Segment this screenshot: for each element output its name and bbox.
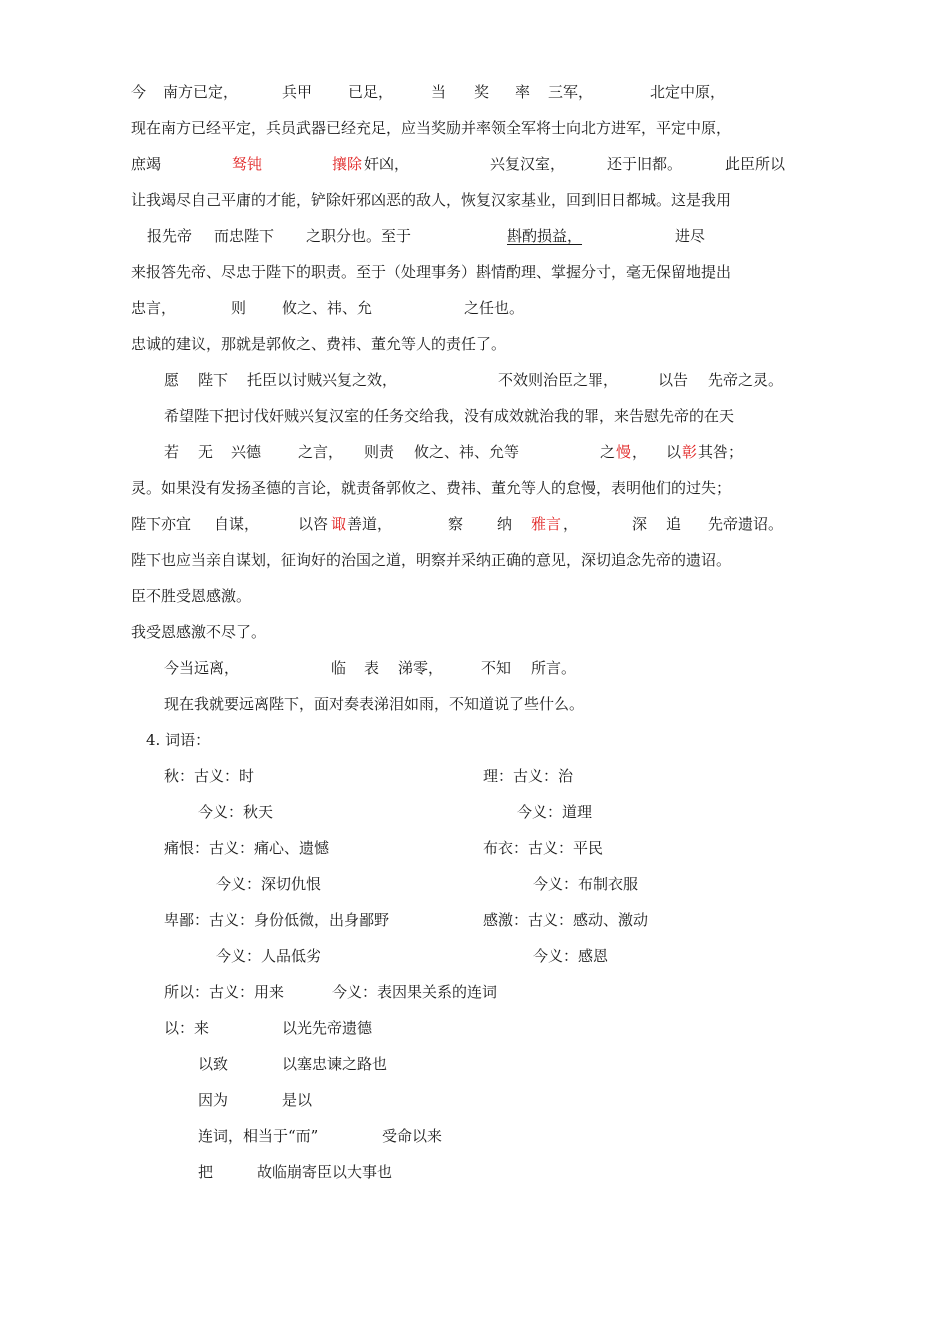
original-text: 当 (431, 83, 447, 101)
usage-meaning: 以：来 (164, 1019, 210, 1037)
original-text: 而忠陛下 (214, 227, 275, 245)
original-text: 率 (515, 83, 531, 101)
original-text: 庶竭 (131, 155, 162, 173)
original-text: 追 (666, 515, 682, 533)
highlighted-word: 雅言 (531, 515, 562, 533)
original-text: 兵甲 (282, 83, 313, 101)
translation-line-6: 灵。如果没有发扬圣德的言论，就责备郭攸之、费祎、董允等人的怠慢，表明他们的过失； (131, 479, 732, 497)
translation-line-4: 忠诚的建议，那就是郭攸之、费祎、董允等人的责任了。 (131, 335, 507, 353)
original-text: 无 (198, 443, 214, 461)
passage-line-8: 臣不胜受恩感激。 (131, 587, 252, 605)
original-text: 纳 (497, 515, 513, 533)
original-text: 今当远离， (164, 659, 240, 677)
original-text: 以 (666, 443, 682, 461)
original-text: 之 (600, 443, 616, 461)
original-text: 先帝遗诏。 (708, 515, 784, 533)
original-text: 涕零， (398, 659, 444, 677)
original-text: 则 (231, 299, 247, 317)
usage-example: 是以 (282, 1091, 313, 1109)
original-text: 攸之、祎、允 (282, 299, 373, 317)
original-text: 表 (364, 659, 380, 677)
vocab-modern-meaning: 今义：感恩 (533, 947, 609, 965)
usage-meaning: 把 (198, 1163, 214, 1181)
section-heading: 4. 词语： (146, 731, 211, 749)
original-text: 兴德 (231, 443, 262, 461)
vocab-modern-meaning: 今义：表因果关系的连词 (332, 983, 498, 1001)
vocab-modern-meaning: 今义：人品低劣 (216, 947, 322, 965)
vocab-ancient-meaning: 痛恨：古义：痛心、遗憾 (164, 839, 330, 857)
vocab-modern-meaning: 今义：深切仇恨 (216, 875, 322, 893)
original-text: 先帝之灵。 (708, 371, 784, 389)
original-text: ， (563, 515, 579, 533)
translation-line-5: 希望陛下把讨伐奸贼兴复汉室的任务交给我，没有成效就治我的罪，来告慰先帝的在天 (164, 407, 735, 425)
usage-example: 以塞忠谏之路也 (282, 1055, 388, 1073)
original-text: 善道， (347, 515, 393, 533)
original-text: 若 (164, 443, 180, 461)
original-text: 深 (632, 515, 648, 533)
original-text: 陛下 (198, 371, 229, 389)
original-text: 此臣所以 (725, 155, 786, 173)
translation-line-8: 我受恩感激不尽了。 (131, 623, 267, 641)
original-text: 自谋， (214, 515, 260, 533)
vocab-ancient-meaning: 卑鄙：古义：身份低微，出身鄙野 (164, 911, 390, 929)
original-text: ， (632, 443, 648, 461)
vocab-modern-meaning: 今义：道理 (517, 803, 593, 821)
original-text: 托臣以讨贼兴复之效， (247, 371, 398, 389)
usage-example: 故临崩寄臣以大事也 (257, 1163, 393, 1181)
underlined-phrase: 斟酌损益， (507, 227, 583, 245)
original-text: 攸之、祎、允等 (414, 443, 520, 461)
original-text: 临 (331, 659, 347, 677)
translation-line-7: 陛下也应当亲自谋划，征询好的治国之道，明察并采纳正确的意见，深切追念先帝的遗诏。 (131, 551, 732, 569)
translation-line-2: 让我竭尽自己平庸的才能，铲除奸邪凶恶的敌人，恢复汉家基业，回到旧日都城。这是我用 (131, 191, 732, 209)
original-text: 其咎； (698, 443, 744, 461)
original-text: 以告 (658, 371, 689, 389)
highlighted-word: 驽钝 (232, 155, 263, 173)
vocab-modern-meaning: 今义：布制衣服 (533, 875, 639, 893)
vocab-ancient-meaning: 布衣：古义：平民 (483, 839, 604, 857)
original-text: 愿 (164, 371, 180, 389)
original-text: 南方已定， (163, 83, 239, 101)
highlighted-word: 彰 (682, 443, 698, 461)
original-text: 进尽 (675, 227, 706, 245)
original-text: 还于旧都。 (607, 155, 683, 173)
original-text: 所言。 (531, 659, 577, 677)
original-text: 则责 (364, 443, 395, 461)
original-text: 陛下亦宜 (131, 515, 192, 533)
original-text: 已足， (348, 83, 394, 101)
highlighted-word: 攘除 (332, 155, 363, 173)
vocab-ancient-meaning: 感激：古义：感动、激动 (483, 911, 649, 929)
original-text: 忠言， (131, 299, 177, 317)
original-text: 三军， (548, 83, 594, 101)
original-text: 奖 (474, 83, 490, 101)
translation-line-3: 来报答先帝、尽忠于陛下的职责。至于（处理事务）斟情酌理、掌握分寸，毫无保留地提出 (131, 263, 732, 281)
usage-meaning: 连词，相当于“而” (198, 1127, 319, 1145)
original-text: 北定中原， (650, 83, 726, 101)
usage-example: 以光先帝遗德 (282, 1019, 373, 1037)
highlighted-word: 慢 (616, 443, 632, 461)
translation-line-9: 现在我就要远离陛下，面对奏表涕泪如雨，不知道说了些什么。 (164, 695, 585, 713)
usage-meaning: 因为 (198, 1091, 229, 1109)
original-text: 兴复汉室， (490, 155, 566, 173)
usage-example: 受命以来 (382, 1127, 443, 1145)
highlighted-word: 诹 (331, 515, 347, 533)
original-text: 今 (131, 83, 147, 101)
original-text: 报先帝 (147, 227, 193, 245)
vocab-ancient-meaning: 秋：古义：时 (164, 767, 255, 785)
original-text: 察 (448, 515, 464, 533)
vocab-ancient-meaning: 理：古义：治 (483, 767, 574, 785)
original-text: 之言， (298, 443, 344, 461)
original-text: 之任也。 (464, 299, 525, 317)
original-text: 之职分也。至于 (306, 227, 412, 245)
original-text: 不知 (481, 659, 512, 677)
usage-meaning: 以致 (198, 1055, 229, 1073)
vocab-modern-meaning: 今义：秋天 (198, 803, 274, 821)
original-text: 奸凶， (364, 155, 410, 173)
original-text: 以咨 (298, 515, 329, 533)
translation-line-1: 现在南方已经平定，兵员武器已经充足，应当奖励并率领全军将士向北方进军，平定中原， (131, 119, 732, 137)
original-text: 不效则治臣之罪， (498, 371, 619, 389)
vocab-ancient-meaning: 所以：古义：用来 (164, 983, 285, 1001)
